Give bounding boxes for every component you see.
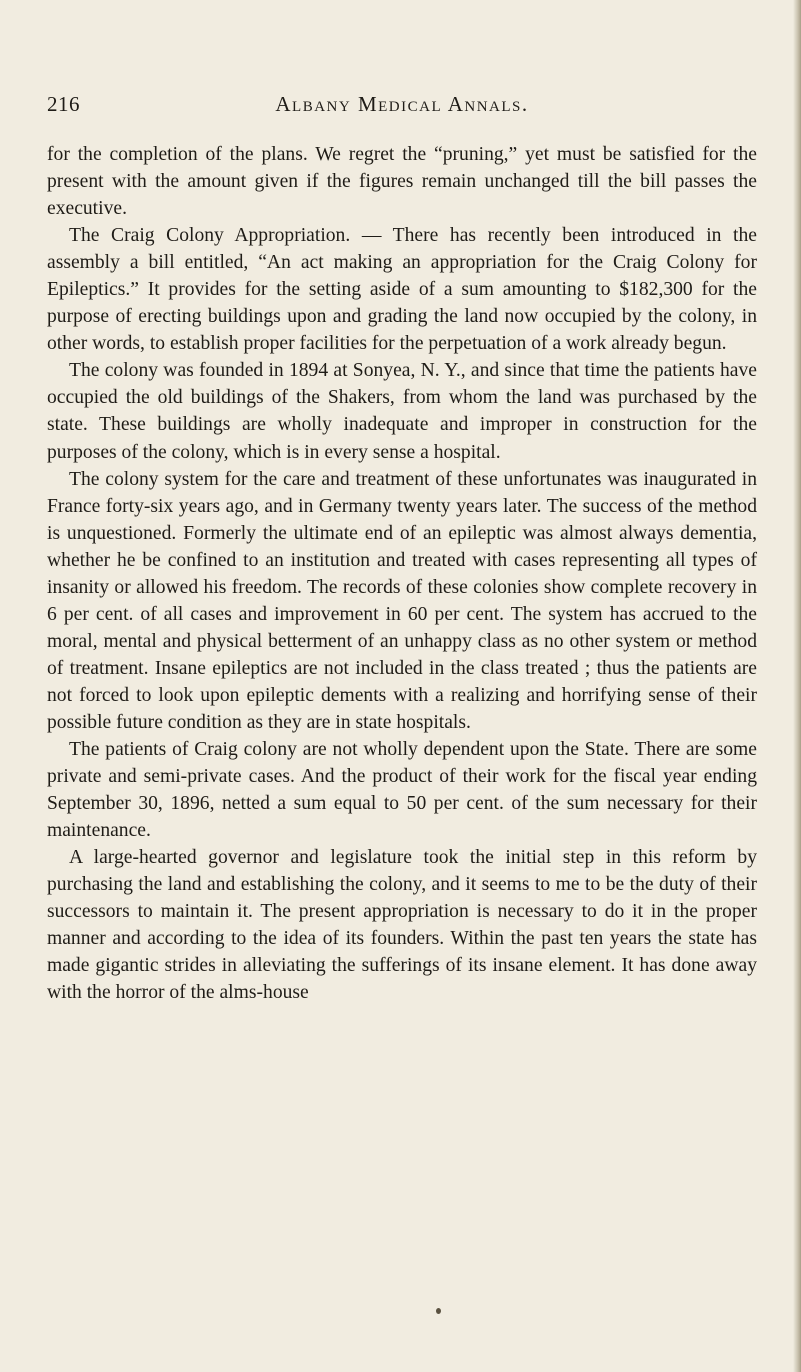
article-body xyxy=(47,141,757,1007)
section-heading: The Craig Colony Appropriation. — xyxy=(69,225,382,247)
ink-spot xyxy=(436,1308,441,1314)
journal-title: Albany Medical Annals. xyxy=(275,92,529,116)
page-edge-shadow xyxy=(793,0,801,1372)
paragraph-patients: The patients of Craig colony are not wholly dependent upon the State. There are some private and semi-private cases. And the product of their work for the fiscal year ending September 30, 1896, netted a sum equal to 50 per cent. of the sum necessary for their maintenance. xyxy=(47,739,757,842)
page-number: 216 xyxy=(47,92,80,116)
paragraph-founding: The colony was founded in 1894 at Sonyea, N. Y., and since that time the patients have occupied the old buildings of the Shakers, from whom the land was purchased by the state. These buildings are wholly inadequate and improper in construction for the purposes of the colony, which is in every sense a hospital. xyxy=(47,360,757,463)
paragraph-colony-system: The colony system for the care and treatment of these unfortunates was inaugurated in France forty-six years ago, and in Germany twenty years later. The success of the method is unquestioned. Formerly the ultimate end of an epileptic was almost always dementia, whether he be confined to an institution and treated with cases representing all types of insanity or allowed his freedom. The records of these colonies show complete recovery in 6 per cent. of all cases and improvement in 60 per cent. The system has accrued to the moral, mental and physical betterment of an unhappy class as no other system or method of treatment. Insane epileptics are not included in the class treated ; thus the patients are not forced to look upon epileptic dements with a realizing and horrifying sense of their possible future condition as they are in state hospitals. xyxy=(47,468,757,733)
paragraph-text: There has recently been introduced in the assembly a bill entitled, “An act making an appropriation for the Craig Colony for Epileptics.” It provides for the setting aside of a sum amounting to $182,300 for the purpose of erecting buildings upon and grading the land now occupied by the colony, in other words, to establish proper facilities for the perpetuation of a work already begun. xyxy=(47,225,757,355)
paragraph-craig-colony-intro xyxy=(47,222,757,357)
paragraph-governor: A large-hearted governor and legislature took the initial step in this reform by purchasing the land and establishing the colony, and it seems to me to be the duty of their successors to maintain it. The present appropriation is necessary to do it in the proper manner and according to the idea of its founders. Within the past ten years the state has made gigantic strides in alleviating the sufferings of its insane element. It has done away with the horror of the alms-house xyxy=(47,847,757,1004)
paragraph-continuation: for the completion of the plans. We regret the “pruning,” yet must be satisfied for the present with the amount given if the figures remain unchanged till the bill passes the executive. xyxy=(47,144,757,220)
running-head xyxy=(47,92,757,120)
